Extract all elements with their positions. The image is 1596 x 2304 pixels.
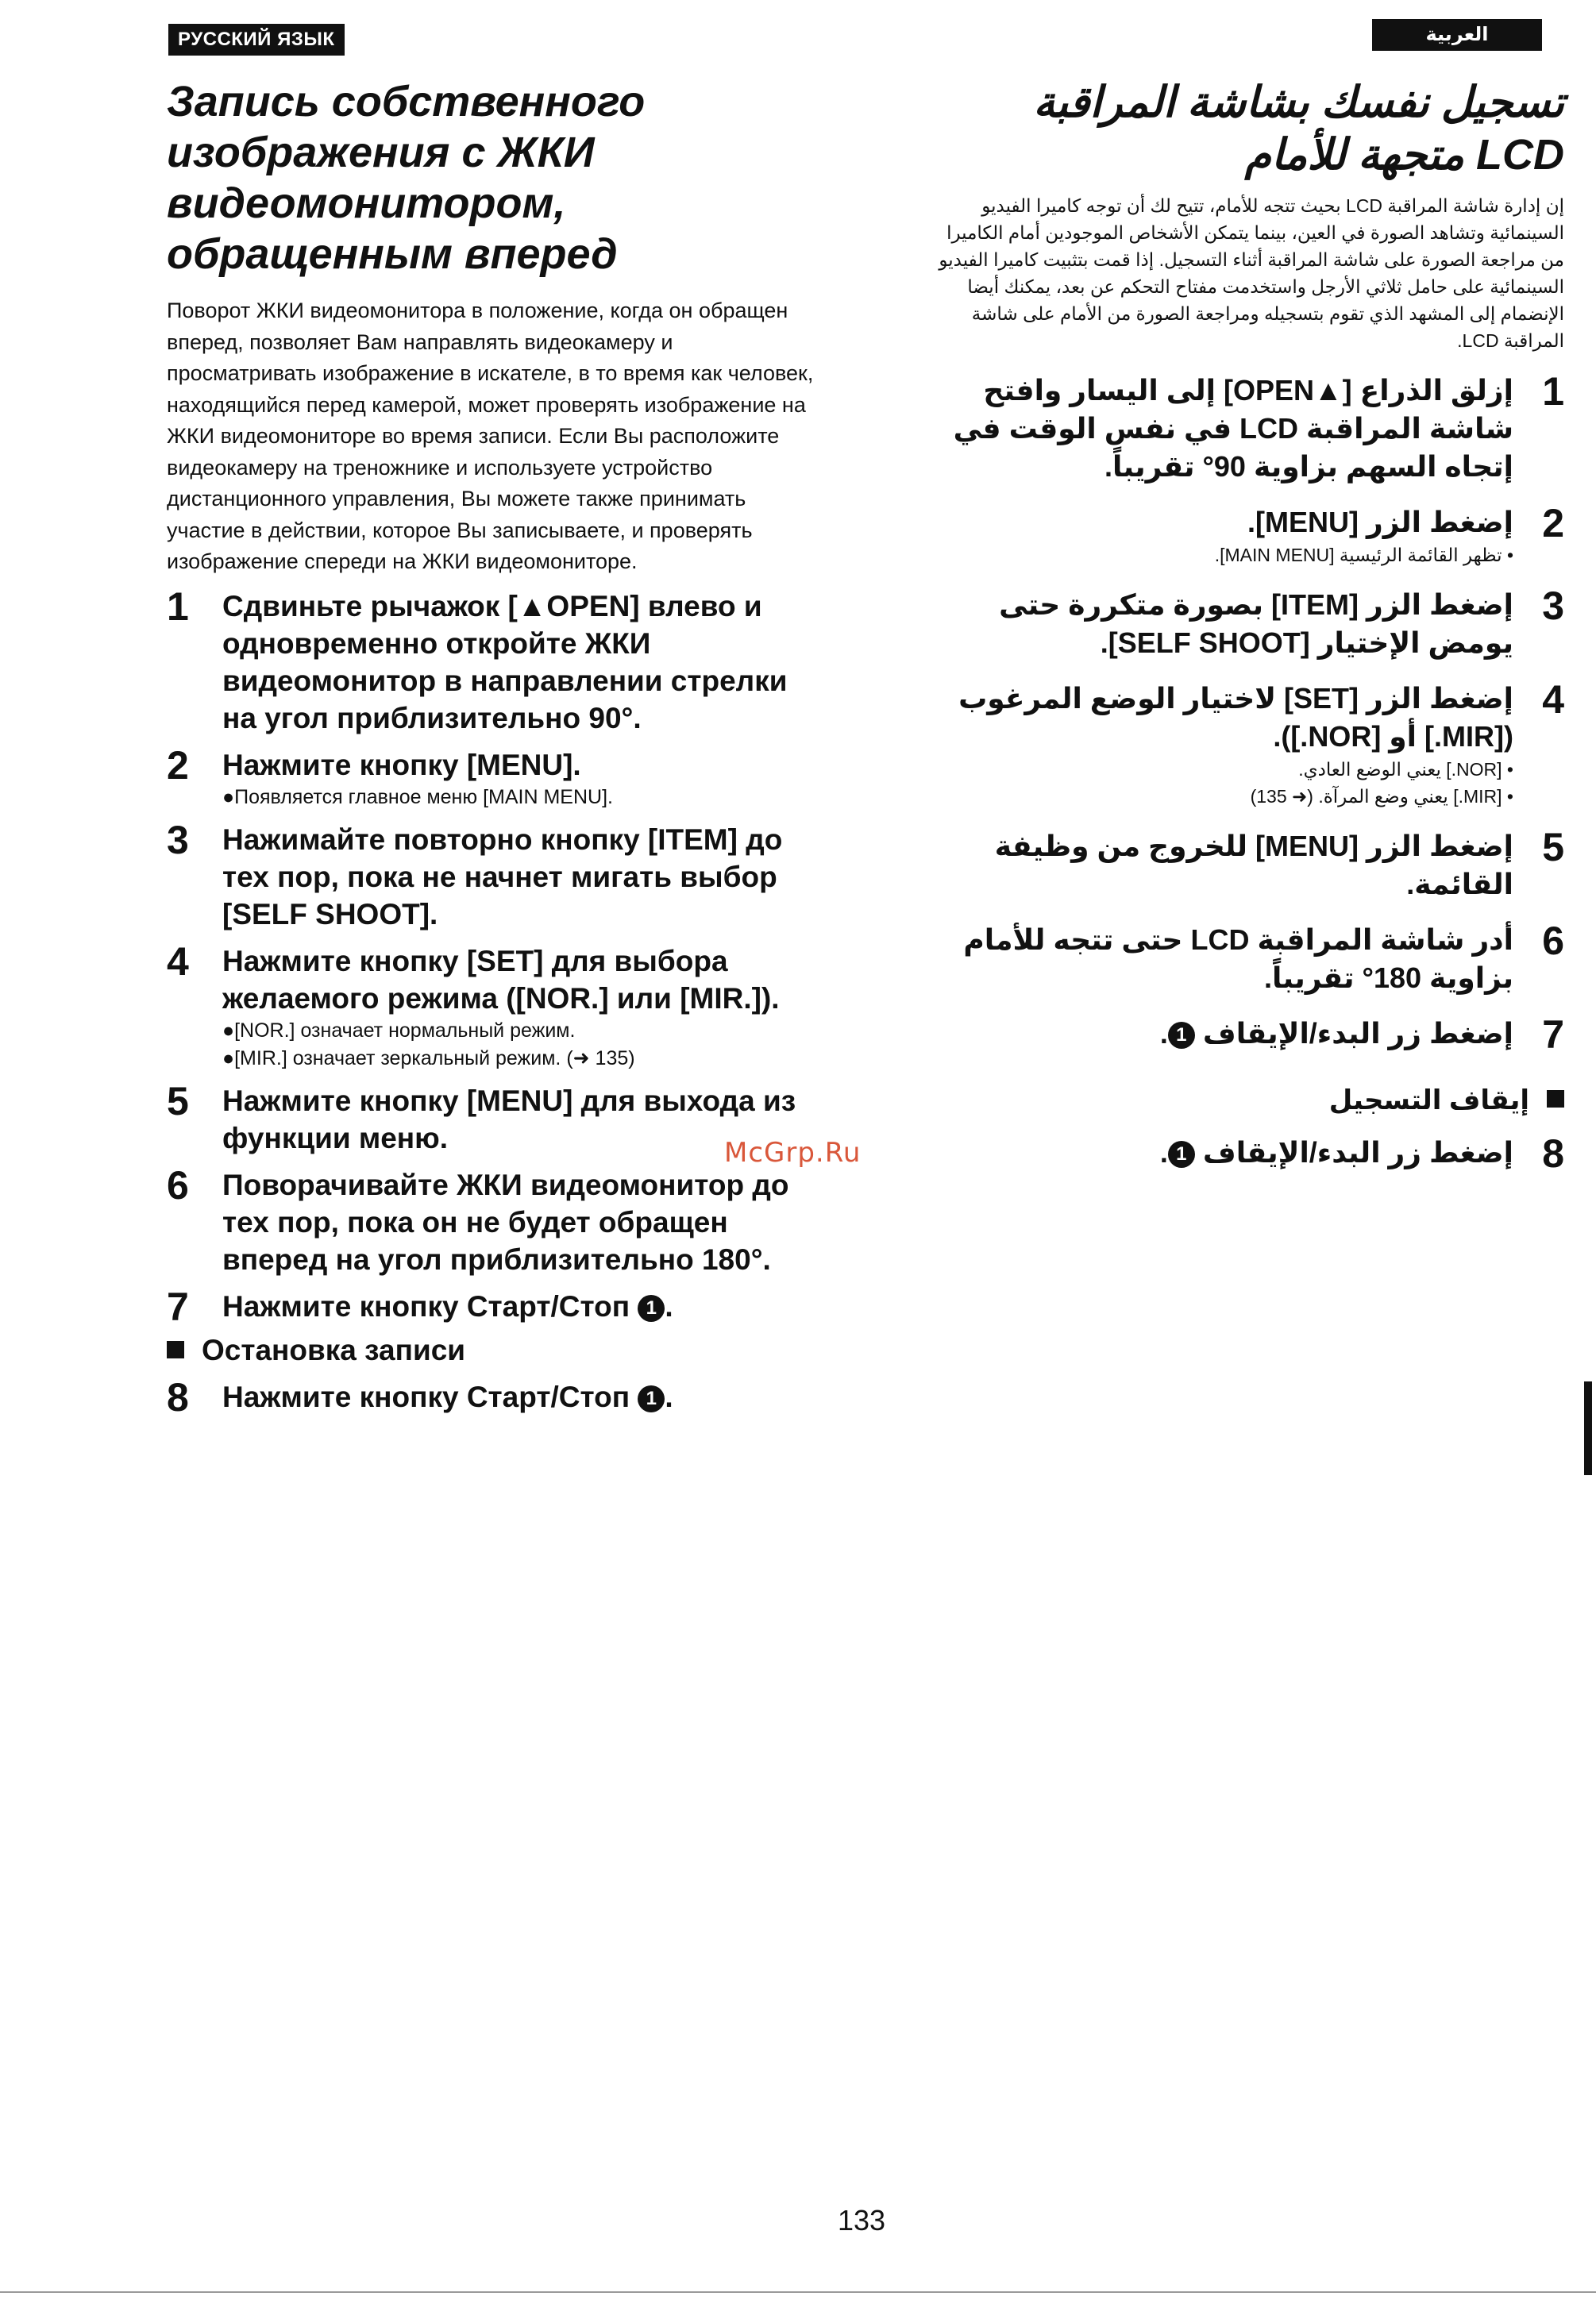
step-number: 5 xyxy=(167,1078,189,1123)
step-text-tail: . xyxy=(1159,1136,1168,1169)
step-number: 1 xyxy=(1542,369,1564,414)
title-line: تسجيل نفسك بشاشة المراقبة xyxy=(1033,79,1564,126)
bottom-divider xyxy=(0,2291,1596,2293)
step-text-main: Нажмите кнопку Старт/Стоп xyxy=(222,1289,630,1323)
ar-stop-recording-heading xyxy=(929,1085,1564,1116)
ru-step-8 xyxy=(167,1374,818,1420)
step-text: إزلق الذراع [▲OPEN] إلى اليسار وافتح شاشة المراقبة LCD في نفس الوقت في إتجاه السهم بزاوية 90° تقريباً. xyxy=(953,374,1513,483)
watermark: McGrp.Ru xyxy=(724,1137,862,1169)
step-text: Поворачивайте ЖКИ видеомонитор до тех пор, пока он не будет обращен вперед на угол приблизительно 180°. xyxy=(222,1168,789,1276)
step-number: 4 xyxy=(1542,677,1564,722)
step-text: إضغط الزر [MENU]. xyxy=(1247,506,1513,538)
title-line: LCD متجهة للأمام xyxy=(1244,131,1564,179)
ru-step-5 xyxy=(167,1078,818,1157)
step-text-main: Нажмите кнопку Старт/Стоп xyxy=(222,1380,630,1413)
russian-language-badge: РУССКИЙ ЯЗЫК xyxy=(168,24,345,56)
step-text: أدر شاشة المراقبة LCD حتى تتجه للأمام بزاوية 180° تقريباً. xyxy=(963,923,1513,994)
title-line: Запись собственного xyxy=(167,78,646,125)
ru-step-2 xyxy=(167,742,818,811)
step-note: ●[MIR.] означает зеркальный режим. (➜ 135) xyxy=(222,1046,635,1069)
title-line: изображения с ЖКИ xyxy=(167,129,595,176)
start-stop-button-icon: 1 xyxy=(1168,1022,1195,1049)
ru-step-3 xyxy=(167,817,818,933)
ar-step-2 xyxy=(929,503,1564,568)
arabic-language-badge: العربية xyxy=(1372,19,1542,51)
step-number: 8 xyxy=(167,1374,189,1420)
step-note: • [MIR.] يعني وضع المرآة. (➜ 135) xyxy=(1250,786,1513,807)
russian-column xyxy=(167,76,818,1420)
ar-step-8 xyxy=(929,1131,1564,1176)
step-number: 4 xyxy=(167,938,189,984)
step-text: Нажмите кнопку [SET] для выбора желаемого режима ([NOR.] или [MIR.]). xyxy=(222,944,780,1015)
step-text-main: إضغط زر البدء/الإيقاف xyxy=(1202,1136,1513,1169)
start-stop-button-icon: 1 xyxy=(638,1385,665,1412)
ru-stop-recording-heading xyxy=(167,1331,818,1369)
step-text-tail: . xyxy=(1159,1017,1168,1050)
step-number: 7 xyxy=(1542,1012,1564,1057)
ru-step-6 xyxy=(167,1162,818,1278)
step-text: Нажимайте повторно кнопку [ITEM] до тех пор, пока не начнет мигать выбор [SELF SHOOT]. xyxy=(222,823,783,930)
step-number: 6 xyxy=(1542,919,1564,963)
page-number: 133 xyxy=(838,2204,886,2237)
step-number: 2 xyxy=(1542,501,1564,545)
start-stop-button-icon: 1 xyxy=(1168,1141,1195,1168)
ar-step-5 xyxy=(929,827,1564,903)
step-note: ●[NOR.] означает нормальный режим. xyxy=(222,1019,576,1042)
step-number: 5 xyxy=(1542,825,1564,869)
ru-step-1 xyxy=(167,584,818,737)
arabic-intro: إن إدارة شاشة المراقبة LCD بحيث تتجه للأمام، تتيح لك أن توجه كاميرا الفيديو السينمائية وتشاهد الصورة في العين، بينما يتمكن الأشخاص الموجودين أمام الكاميرا من مراجعة الصورة على شاشة المراقبة أثناء التسجيل. إذا قمت بتثبيت كاميرا الفيديو السينمائية على حامل ثلاثي الأرجل واستخدمت مفتاح التحكم عن بعد، يمكنك أيضا الإنضمام إلى المشهد الذي تقوم بتسجيله ومراجعة الصورة من الأمام على شاشة المراقبة LCD. xyxy=(939,195,1564,351)
step-number: 2 xyxy=(167,742,189,788)
ar-step-7 xyxy=(929,1012,1564,1057)
title-line: видеомонитором, xyxy=(167,179,566,227)
step-number: 1 xyxy=(167,584,189,629)
ru-step-4 xyxy=(167,938,818,1073)
ru-step-7 xyxy=(167,1284,818,1329)
step-text xyxy=(222,1288,818,1325)
step-text: Нажмите кнопку [MENU] для выхода из функции меню. xyxy=(222,1084,796,1154)
step-text: Сдвиньте рычажок [▲OPEN] влево и одновременно откройте ЖКИ видеомонитор в направлении стрелки на угол приблизительно 90°. xyxy=(222,589,788,734)
title-line: обращенным вперед xyxy=(167,230,618,278)
step-text-tail: . xyxy=(665,1289,673,1323)
step-note: • [NOR.] يعني الوضع العادي. xyxy=(1298,759,1513,780)
step-text xyxy=(929,1134,1513,1172)
ar-step-3 xyxy=(929,586,1564,662)
step-text: إضغط الزر [MENU] للخروج من وظيفة القائمة. xyxy=(994,830,1513,900)
step-note: • تظهر القائمة الرئيسية [MAIN MENU]. xyxy=(1214,545,1513,565)
step-number: 3 xyxy=(167,817,189,862)
step-number: 7 xyxy=(167,1284,189,1329)
russian-title xyxy=(167,76,818,279)
russian-intro: Поворот ЖКИ видеомонитора в положение, когда он обращен вперед, позволяет Вам направлять видеокамеру и просматривать изображение в искателе, в то время как человек, находящийся перед камерой, может проверять изображение на ЖКИ видеомониторе во время записи. Если Вы расположите видеокамеру на треножнике и используете устройство дистанционного управления, Вы можете также принимать участие в действии, которое Вы записываете, и проверять изображение спереди на ЖКИ видеомониторе. xyxy=(167,299,814,573)
step-number: 6 xyxy=(167,1162,189,1208)
ar-step-1 xyxy=(929,369,1564,486)
stop-heading-text: إيقاف التسجيل xyxy=(1328,1085,1529,1115)
square-bullet-icon xyxy=(1547,1090,1564,1108)
stop-heading-text: Остановка записи xyxy=(202,1333,466,1366)
arabic-title xyxy=(929,76,1564,181)
square-bullet-icon xyxy=(167,1341,184,1358)
step-note: ●Появляется главное меню [MAIN MENU]. xyxy=(222,785,613,808)
step-text: Нажмите кнопку [MENU]. xyxy=(222,748,581,781)
step-text: إضغط الزر [SET] لاختيار الوضع المرغوب ([MIR.] أو [NOR.]). xyxy=(958,682,1513,753)
ar-step-6 xyxy=(929,921,1564,997)
start-stop-button-icon: 1 xyxy=(638,1295,665,1322)
step-number: 8 xyxy=(1542,1131,1564,1176)
step-text-tail: . xyxy=(665,1380,673,1413)
section-edge-marker xyxy=(1584,1381,1592,1475)
ar-step-4 xyxy=(929,677,1564,810)
step-text xyxy=(929,1015,1513,1053)
step-number: 3 xyxy=(1542,584,1564,628)
step-text-main: إضغط زر البدء/الإيقاف xyxy=(1202,1017,1513,1050)
step-text: إضغط الزر [ITEM] بصورة متكررة حتى يومض الإختيار [SELF SHOOT]. xyxy=(999,588,1513,659)
arabic-column xyxy=(929,76,1564,1176)
step-text xyxy=(222,1378,818,1416)
